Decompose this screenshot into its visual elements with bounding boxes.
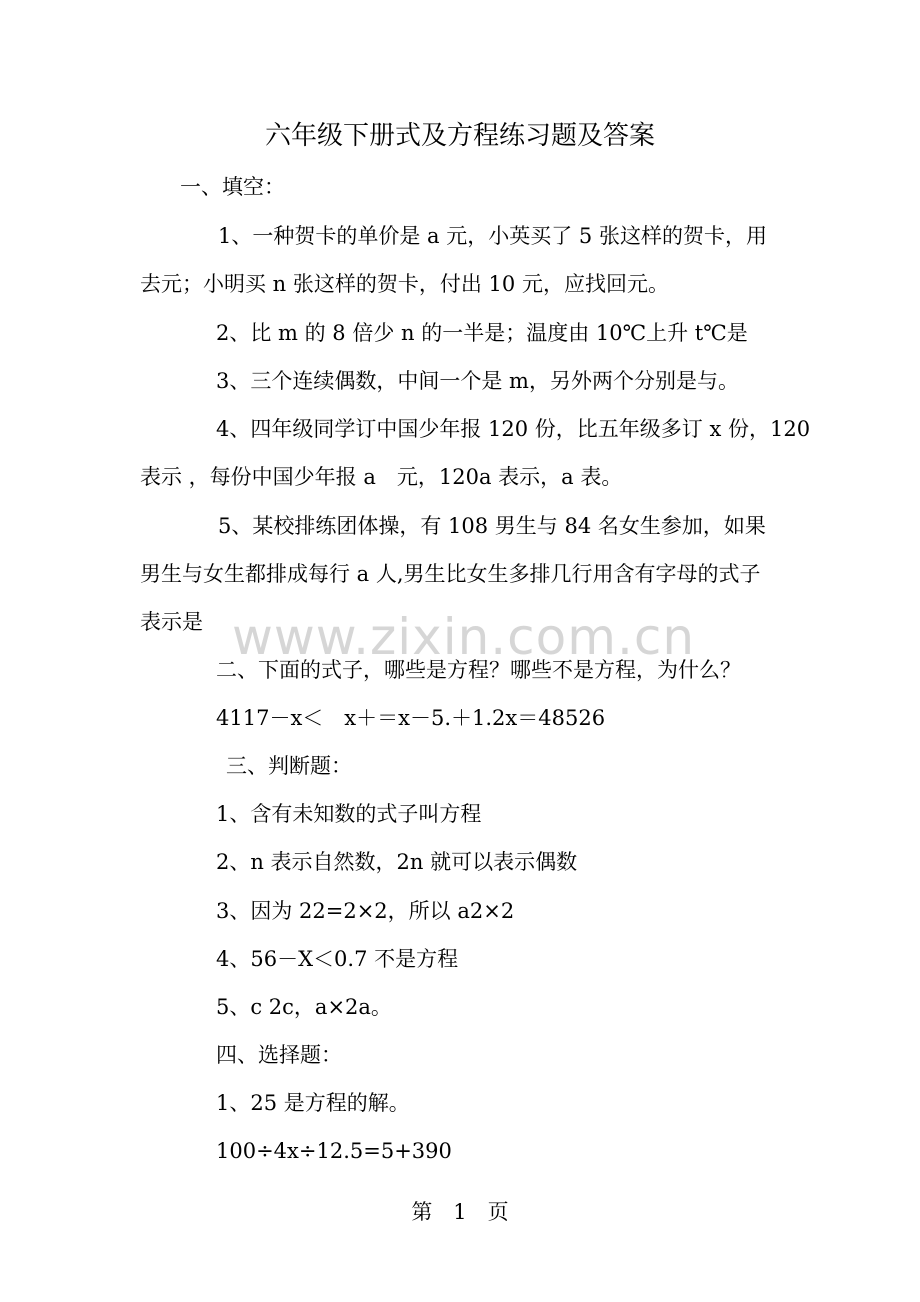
document-title: 六年级下册式及方程练习题及答案	[264, 121, 655, 151]
section-fill-blank-heading: 一、填空：	[180, 175, 285, 199]
question-2: 2、比 m 的 8 倍少 n 的一半是；温度由 10℃上升 t℃是	[216, 321, 748, 345]
judgement-4: 4、56－X＜0.7 不是方程	[216, 947, 459, 971]
section-choice-heading: 四、选择题：	[216, 1043, 342, 1067]
section-judgement-heading: 三、判断题：	[226, 754, 352, 778]
choice-1-expression: 100÷4x÷12.5=5+390	[216, 1139, 452, 1163]
choice-1: 1、25 是方程的解。	[216, 1091, 410, 1115]
question-1-line-1: 1、一种贺卡的单价是 a 元，小英买了 5 张这样的贺卡，用	[218, 224, 767, 248]
judgement-5: 5、c 2c，a×2a。	[216, 995, 392, 1019]
question-5-line-1: 5、某校排练团体操，有 108 男生与 84 名女生参加，如果	[218, 514, 766, 538]
watermark: www.zixin.com.cn	[232, 608, 696, 666]
question-5-line-2: 男生与女生都排成每行 a 人,男生比女生多排几行用含有字母的式子	[140, 562, 761, 586]
question-4-line-1: 4、四年级同学订中国少年报 120 份，比五年级多订 x 份，120	[216, 417, 811, 441]
page-footer: 第 1 页	[411, 1200, 509, 1224]
question-1-line-2: 去元；小明买 n 张这样的贺卡，付出 10 元，应找回元。	[140, 272, 669, 296]
question-5-line-3: 表示是	[140, 610, 203, 634]
judgement-1: 1、含有未知数的式子叫方程	[216, 802, 482, 826]
section-equation-heading: 二、下面的式子，哪些是方程？哪些不是方程，为什么？	[216, 658, 741, 682]
judgement-3: 3、因为 22=2×2，所以 a2×2	[216, 899, 515, 923]
question-4-line-2: 表示 ，每份中国少年报 a 元，120a 表示，a 表。	[140, 465, 623, 489]
question-3: 3、三个连续偶数，中间一个是 m，另外两个分别是与。	[216, 369, 739, 393]
judgement-2: 2、n 表示自然数，2n 就可以表示偶数	[216, 850, 578, 874]
equation-expressions: 4117－x＜ x＋＝x－5.＋1.2x＝48526	[216, 706, 606, 730]
